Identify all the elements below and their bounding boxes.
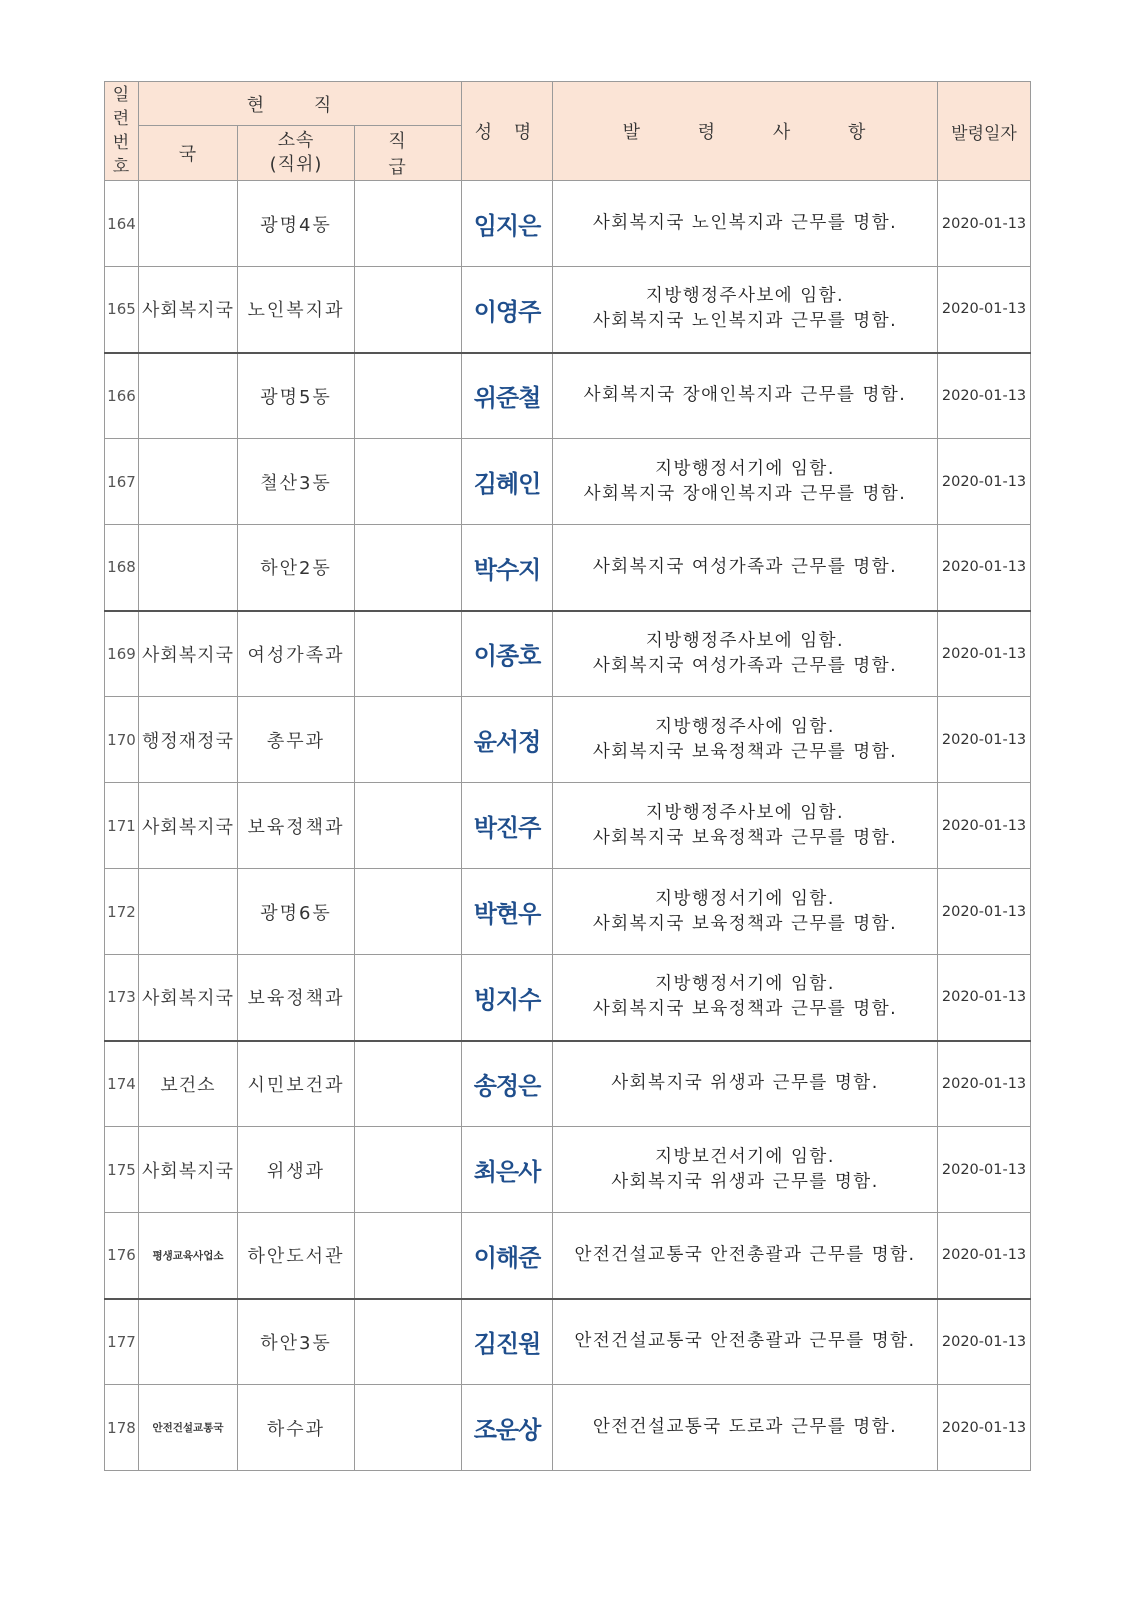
order-details-cell <box>553 181 938 267</box>
order-line: 사회복지국 노인복지과 근무를 명함. <box>592 213 898 233</box>
order-date-cell: 2020-01-13 <box>938 783 1031 869</box>
serial-number-cell: 167 <box>105 439 139 525</box>
serial-number-cell: 164 <box>105 181 139 267</box>
division-cell: 위생과 <box>238 1127 355 1213</box>
order-date-cell: 2020-01-13 <box>938 955 1031 1041</box>
rank-cell <box>355 267 462 353</box>
order-date-cell: 2020-01-13 <box>938 1041 1031 1127</box>
employee-name-cell: 송정은 <box>462 1041 553 1127</box>
bureau-cell: 사회복지국 <box>139 611 238 697</box>
rank-cell <box>355 1127 462 1213</box>
division-cell: 광명4동 <box>238 181 355 267</box>
order-line: 사회복지국 여성가족과 근무를 명함. <box>592 556 898 577</box>
rank-cell <box>355 611 462 697</box>
header-serial-number: 일 련 번 호 <box>105 82 139 181</box>
table-row <box>105 181 1031 267</box>
rank-cell <box>355 783 462 869</box>
employee-name-cell: 최은사 <box>462 1127 553 1213</box>
table-header <box>105 82 1031 181</box>
division-cell: 노인복지과 <box>238 267 355 353</box>
table-row <box>105 1213 1031 1299</box>
bureau-cell <box>139 439 238 525</box>
serial-number-cell: 173 <box>105 955 139 1041</box>
order-line: 사회복지국 장애인복지과 근무를 명함. <box>583 483 907 504</box>
division-cell: 보육정책과 <box>238 783 355 869</box>
employee-name-cell: 이해준 <box>462 1213 553 1299</box>
table-row <box>105 439 1031 525</box>
employee-name-cell: 김혜인 <box>462 439 553 525</box>
order-line: 사회복지국 보육정책과 근무를 명함. <box>592 741 898 762</box>
order-details-cell <box>553 439 938 525</box>
table-row <box>105 1127 1031 1213</box>
division-cell: 하안2동 <box>238 525 355 611</box>
personnel-order-table <box>104 81 1031 1471</box>
division-cell: 보육정책과 <box>238 955 355 1041</box>
serial-number-cell: 170 <box>105 697 139 783</box>
rank-cell <box>355 1385 462 1471</box>
employee-name-cell: 이영주 <box>462 267 553 353</box>
rank-cell <box>355 1041 462 1127</box>
bureau-cell <box>139 525 238 611</box>
order-details-cell <box>553 611 938 697</box>
bureau-cell: 안전건설교통국 <box>139 1385 238 1471</box>
division-cell: 하안3동 <box>238 1299 355 1385</box>
serial-number-cell: 178 <box>105 1385 139 1471</box>
header-date: 발령일자 <box>938 82 1031 181</box>
division-cell: 하안도서관 <box>238 1213 355 1299</box>
header-current-post: 현 직 <box>139 82 462 126</box>
employee-name-cell: 박수지 <box>462 525 553 611</box>
order-line: 지방행정주사보에 임함. <box>645 286 845 307</box>
serial-number-cell: 169 <box>105 611 139 697</box>
order-date-cell: 2020-01-13 <box>938 1127 1031 1213</box>
serial-number-cell: 176 <box>105 1213 139 1299</box>
header-name: 성 명 <box>462 82 553 181</box>
division-cell: 광명5동 <box>238 353 355 439</box>
table-row <box>105 1041 1031 1127</box>
order-line: 지방행정주사보에 임함. <box>645 802 845 823</box>
order-date-cell: 2020-01-13 <box>938 1299 1031 1385</box>
order-details-cell <box>553 525 938 611</box>
order-line: 사회복지국 위생과 근무를 명함. <box>611 1171 879 1192</box>
employee-name-cell: 빙지수 <box>462 955 553 1041</box>
table-row <box>105 869 1031 955</box>
division-cell: 시민보건과 <box>238 1041 355 1127</box>
bureau-cell: 사회복지국 <box>139 1127 238 1213</box>
order-date-cell: 2020-01-13 <box>938 353 1031 439</box>
division-cell: 철산3동 <box>238 439 355 525</box>
order-line: 지방행정서기에 임함. <box>655 974 835 995</box>
rank-cell <box>355 439 462 525</box>
order-line: 사회복지국 노인복지과 근무를 명함. <box>592 311 898 332</box>
order-date-cell: 2020-01-13 <box>938 267 1031 353</box>
serial-number-cell: 175 <box>105 1127 139 1213</box>
employee-name-cell: 김진원 <box>462 1299 553 1385</box>
table-row <box>105 353 1031 439</box>
table-row <box>105 267 1031 353</box>
order-line: 사회복지국 보육정책과 근무를 명함. <box>592 913 898 934</box>
table-row <box>105 783 1031 869</box>
header-division: 소속 (직위) <box>238 126 355 181</box>
employee-name-cell: 위준철 <box>462 353 553 439</box>
table-row <box>105 955 1031 1041</box>
serial-number-cell: 166 <box>105 353 139 439</box>
order-details-cell <box>553 1213 938 1299</box>
order-details-cell <box>553 869 938 955</box>
serial-number-cell: 177 <box>105 1299 139 1385</box>
bureau-cell: 사회복지국 <box>139 267 238 353</box>
order-line: 사회복지국 장애인복지과 근무를 명함. <box>583 385 907 406</box>
header-rank: 직 급 <box>355 126 462 181</box>
division-cell: 광명6동 <box>238 869 355 955</box>
rank-cell <box>355 525 462 611</box>
employee-name-cell: 박현우 <box>462 869 553 955</box>
division-cell: 하수과 <box>238 1385 355 1471</box>
order-line: 사회복지국 보육정책과 근무를 명함. <box>592 827 898 848</box>
employee-name-cell: 이종호 <box>462 611 553 697</box>
header-order: 발 령 사 항 <box>553 82 938 181</box>
division-cell: 총무과 <box>238 697 355 783</box>
serial-number-cell: 165 <box>105 267 139 353</box>
order-date-cell: 2020-01-13 <box>938 181 1031 267</box>
serial-number-cell: 172 <box>105 869 139 955</box>
employee-name-cell: 임지은 <box>462 181 553 267</box>
rank-cell <box>355 869 462 955</box>
order-line: 지방보건서기에 임함. <box>655 1146 835 1167</box>
bureau-cell <box>139 181 238 267</box>
employee-name-cell: 박진주 <box>462 783 553 869</box>
order-line: 지방행정서기에 임함. <box>655 888 835 909</box>
order-details-cell <box>553 955 938 1041</box>
table-row <box>105 525 1031 611</box>
table-row <box>105 611 1031 697</box>
bureau-cell: 사회복지국 <box>139 955 238 1041</box>
rank-cell <box>355 181 462 267</box>
order-line: 사회복지국 보육정책과 근무를 명함. <box>592 999 898 1020</box>
table-row <box>105 1299 1031 1385</box>
rank-cell <box>355 353 462 439</box>
order-date-cell: 2020-01-13 <box>938 611 1031 697</box>
bureau-cell: 평생교육사업소 <box>139 1213 238 1299</box>
table-body <box>105 181 1031 1471</box>
order-line: 지방행정서기에 임함. <box>655 458 835 479</box>
order-details-cell <box>553 1299 938 1385</box>
bureau-cell <box>139 353 238 439</box>
table-row <box>105 1385 1031 1471</box>
order-details-cell <box>553 353 938 439</box>
order-line: 사회복지국 여성가족과 근무를 명함. <box>592 655 898 676</box>
order-line: 지방행정주사에 임함. <box>655 716 835 737</box>
serial-number-cell: 168 <box>105 525 139 611</box>
rank-cell <box>355 1213 462 1299</box>
division-cell: 여성가족과 <box>238 611 355 697</box>
order-details-cell <box>553 1127 938 1213</box>
order-line: 안전건설교통국 안전총괄과 근무를 명함. <box>574 1331 916 1352</box>
bureau-cell <box>139 1299 238 1385</box>
bureau-cell: 보건소 <box>139 1041 238 1127</box>
rank-cell <box>355 955 462 1041</box>
order-details-cell <box>553 267 938 353</box>
order-line: 사회복지국 위생과 근무를 명함. <box>611 1073 879 1094</box>
bureau-cell <box>139 869 238 955</box>
order-details-cell <box>553 697 938 783</box>
order-details-cell <box>553 1041 938 1127</box>
rank-cell <box>355 697 462 783</box>
order-date-cell: 2020-01-13 <box>938 1385 1031 1471</box>
order-date-cell: 2020-01-13 <box>938 1213 1031 1299</box>
order-date-cell: 2020-01-13 <box>938 525 1031 611</box>
rank-cell <box>355 1299 462 1385</box>
order-line: 안전건설교통국 도로과 근무를 명함. <box>592 1417 898 1437</box>
table-row <box>105 697 1031 783</box>
serial-number-cell: 174 <box>105 1041 139 1127</box>
order-line: 안전건설교통국 안전총괄과 근무를 명함. <box>574 1244 916 1265</box>
order-date-cell: 2020-01-13 <box>938 697 1031 783</box>
employee-name-cell: 윤서정 <box>462 697 553 783</box>
bureau-cell: 행정재정국 <box>139 697 238 783</box>
order-date-cell: 2020-01-13 <box>938 439 1031 525</box>
serial-number-cell: 171 <box>105 783 139 869</box>
order-line: 지방행정주사보에 임함. <box>645 630 845 651</box>
order-details-cell <box>553 1385 938 1471</box>
order-details-cell <box>553 783 938 869</box>
order-date-cell: 2020-01-13 <box>938 869 1031 955</box>
employee-name-cell: 조운상 <box>462 1385 553 1471</box>
header-bureau: 국 <box>139 126 238 181</box>
bureau-cell: 사회복지국 <box>139 783 238 869</box>
